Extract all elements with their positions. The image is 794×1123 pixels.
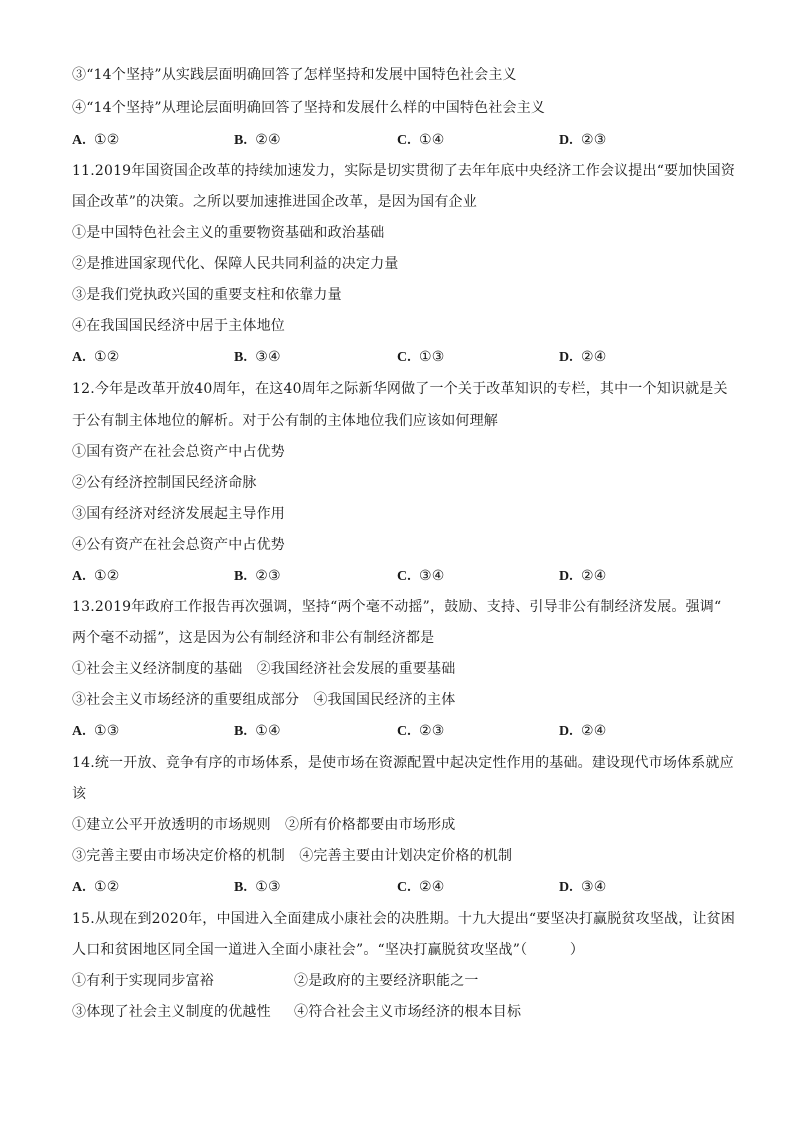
- q13-stem-line-2: 两个毫不动摇”，这是因为公有制经济和非公有制经济都是: [72, 630, 435, 646]
- q15-statement-4: ④符合社会主义市场经济的根本目标: [294, 1004, 522, 1020]
- q14-statements-3-4: ③完善主要由市场决定价格的机制 ④完善主要由计划决定价格的机制: [72, 848, 513, 864]
- q11-statement-1: ①是中国特色社会主义的重要物资基础和政治基础: [72, 225, 385, 241]
- q15-stem-line-2: 人口和贫困地区同全国一道进入全面小康社会”。“坚决打赢脱贫攻坚战”（ ）: [72, 942, 585, 958]
- q10-statement-4: ④“14个坚持”从理论层面明确回答了坚持和发展什么样的中国特色社会主义: [72, 100, 546, 116]
- q12-statement-4: ④公有资产在社会总资产中占优势: [72, 537, 285, 553]
- q14-option-b[interactable]: B. ①③: [234, 879, 281, 895]
- q10-option-b[interactable]: B. ②④: [234, 132, 281, 148]
- q12-statement-1: ①国有资产在社会总资产中占优势: [72, 444, 285, 460]
- q12-stem-line-1: 12.今年是改革开放40周年，在这40周年之际新华网做了一个关于改革知识的专栏，其中一个知识就是关: [72, 381, 728, 397]
- q11-statement-3: ③是我们党执政兴国的重要支柱和依靠力量: [72, 287, 342, 303]
- q10-option-c[interactable]: C. ①④: [397, 132, 445, 148]
- q12-statement-3: ③国有经济对经济发展起主导作用: [72, 506, 285, 522]
- q14-option-c[interactable]: C. ②④: [397, 879, 445, 895]
- q11-stem-line-1: 11.2019年国资国企改革的持续加速发力，实际是切实贯彻了去年年底中央经济工作会议提出“要加快国资: [72, 163, 736, 179]
- q11-statement-2: ②是推进国家现代化、保障人民共同利益的决定力量: [72, 256, 399, 272]
- q13-statements-3-4: ③社会主义市场经济的重要组成部分 ④我国国民经济的主体: [72, 692, 456, 708]
- q12-option-d[interactable]: D. ②④: [559, 568, 607, 584]
- q13-stem-line-1: 13.2019年政府工作报告再次强调，坚持“两个毫不动摇”，鼓励、支持、引导非公有制经济发展。强调“: [72, 599, 722, 615]
- q12-option-a[interactable]: A. ①②: [72, 568, 120, 584]
- q14-statements-1-2: ①建立公平开放透明的市场规则 ②所有价格都要由市场形成: [72, 817, 456, 833]
- q10-option-d[interactable]: D. ②③: [559, 132, 607, 148]
- q15-statement-2: ②是政府的主要经济职能之一: [294, 973, 479, 989]
- q13-statements-1-2: ①社会主义经济制度的基础 ②我国经济社会发展的重要基础: [72, 661, 456, 677]
- q12-option-c[interactable]: C. ③④: [397, 568, 445, 584]
- q15-statement-3: ③体现了社会主义制度的优越性: [72, 1004, 271, 1020]
- q11-statement-4: ④在我国国民经济中居于主体地位: [72, 318, 285, 334]
- q15-stem-line-1: 15.从现在到2020年，中国进入全面建成小康社会的决胜期。十九大提出“要坚决打赢脱贫攻坚战，让贫困: [72, 911, 736, 927]
- q10-statement-3: ③“14个坚持”从实践层面明确回答了怎样坚持和发展中国特色社会主义: [72, 67, 517, 83]
- q14-stem-line-1: 14.统一开放、竞争有序的市场体系，是使市场在资源配置中起决定性作用的基础。建设现代市场体系就应: [72, 755, 734, 771]
- q13-option-d[interactable]: D. ②④: [559, 723, 607, 739]
- q12-stem-line-2: 于公有制主体地位的解析。对于公有制的主体地位我们应该如何理解: [72, 413, 498, 429]
- q11-option-c[interactable]: C. ①③: [397, 349, 445, 365]
- q11-option-d[interactable]: D. ②④: [559, 349, 607, 365]
- q15-statements-3-4: [72, 1002, 732, 1022]
- q11-stem-line-2: 国企改革”的决策。之所以要加速推进国企改革，是因为国有企业: [72, 194, 477, 210]
- q15-statements-1-2: [72, 971, 732, 991]
- q13-option-b[interactable]: B. ①④: [234, 723, 281, 739]
- q12-statement-2: ②公有经济控制国民经济命脉: [72, 475, 257, 491]
- q11-option-a[interactable]: A. ①②: [72, 349, 120, 365]
- q12-option-b[interactable]: B. ②③: [234, 568, 281, 584]
- q14-option-a[interactable]: A. ①②: [72, 879, 120, 895]
- q14-stem-line-2: 该: [72, 786, 87, 802]
- q13-option-c[interactable]: C. ②③: [397, 723, 445, 739]
- q15-statement-1: ①有利于实现同步富裕: [72, 973, 214, 989]
- q13-option-a[interactable]: A. ①③: [72, 723, 120, 739]
- q14-option-d[interactable]: D. ③④: [559, 879, 607, 895]
- q11-option-b[interactable]: B. ③④: [234, 349, 281, 365]
- q10-option-a[interactable]: A. ①②: [72, 132, 120, 148]
